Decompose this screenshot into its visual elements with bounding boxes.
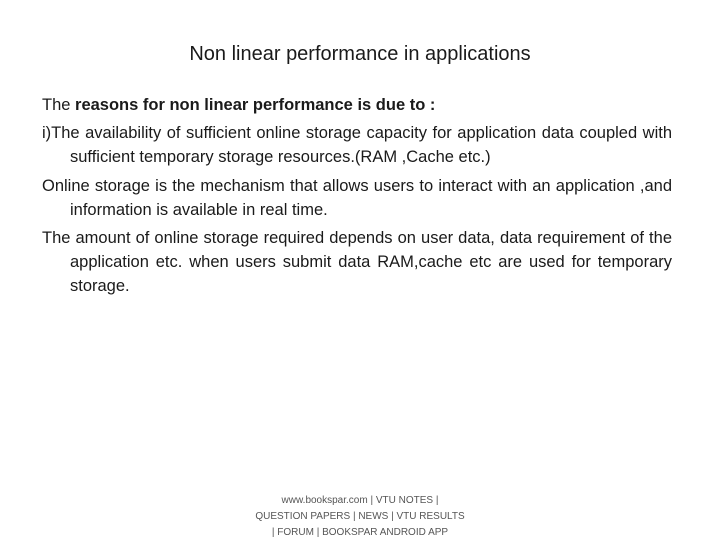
footer-line-2: QUESTION PAPERS | NEWS | VTU RESULTS xyxy=(255,511,465,522)
slide-title: Non linear performance in applications xyxy=(189,43,531,65)
slide-body xyxy=(42,93,672,299)
footer-line-1: www.bookspar.com | VTU NOTES | xyxy=(281,495,439,506)
intro-lead: The xyxy=(42,96,76,114)
paragraph-storage-amount: The amount of online storage required depends on user data, data requirement of the application etc. when users submit data RAM,cache etc are used for temporary storage. xyxy=(42,229,672,296)
footer-line-3: | FORUM | BOOKSPAR ANDROID APP xyxy=(271,527,449,538)
intro-paragraph xyxy=(42,93,672,117)
footer xyxy=(240,493,480,540)
paragraph-online-storage: Online storage is the mechanism that allows users to interact with an application ,and information is available in real time. xyxy=(42,176,672,219)
intro-bold: reasons for non linear performance is due to : xyxy=(75,96,436,114)
paragraph-availability: i)The availability of sufficient online storage capacity for application data coupled with sufficient temporary storage resources.(RAM ,Cache etc.) xyxy=(42,124,672,167)
